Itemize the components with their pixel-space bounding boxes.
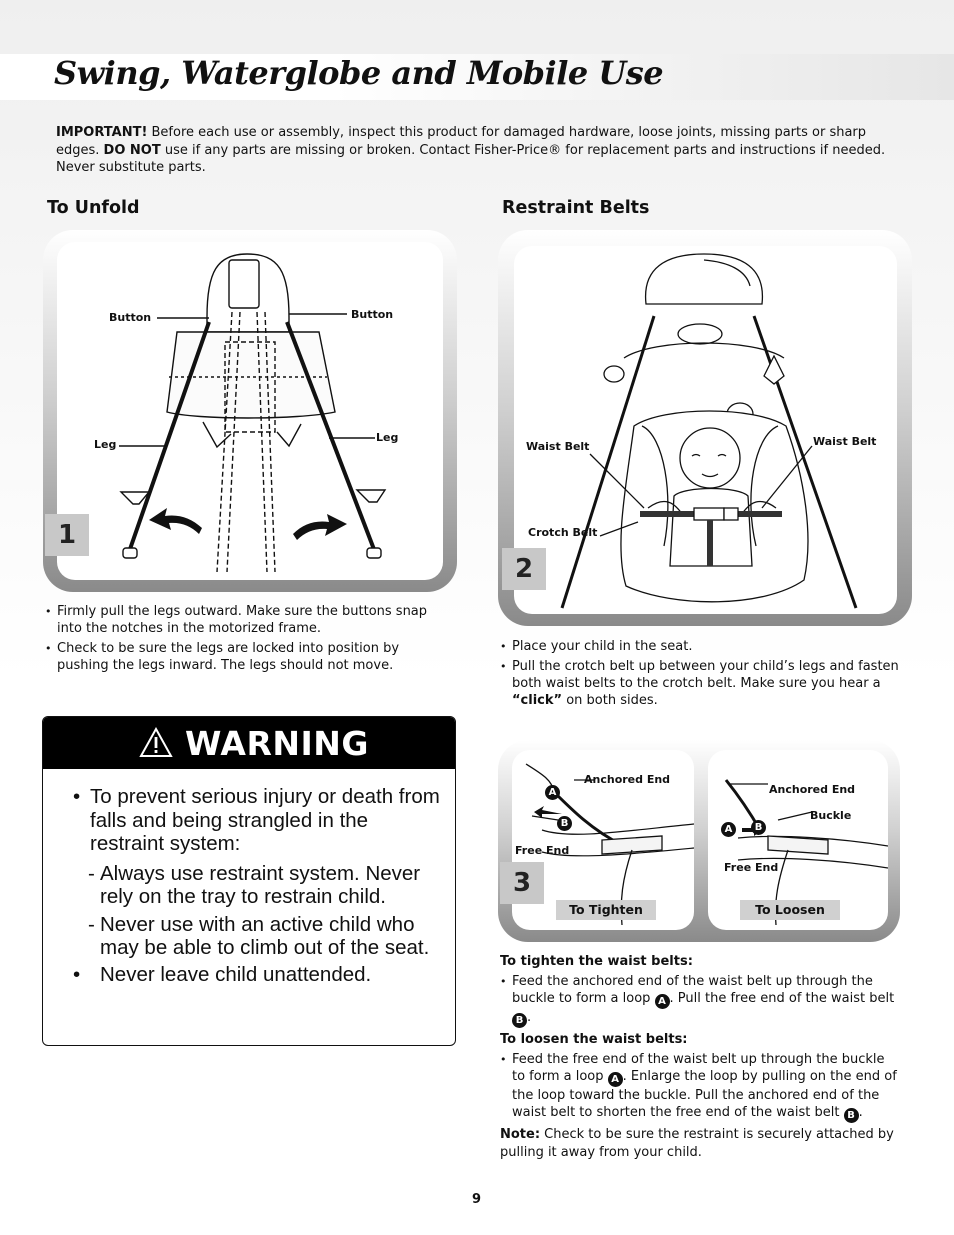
loosen-text-a: Feed the free end of the waist belt up through the buckle to form a loop [512,1052,885,1085]
label-anchored-end-right: Anchored End [769,783,856,796]
tighten-bullet [500,973,900,1028]
do-not-label: DO NOT [103,142,161,158]
restraint-bullet-2 [500,658,900,709]
swing-frame-illustration [57,242,443,580]
warning-last-text: Never leave child unattended. [100,962,372,986]
important-text-2: use if any parts are missing or broken. Contact Fisher-Price® for replacement parts and instructions if needed. Never substitute parts. [56,142,886,175]
warning-sub-2-text: Never use with an active child who may be able to climb out of the seat. [100,912,430,959]
warning-sub-1-text: Always use restraint system. Never rely on the tray to restrain child. [100,861,421,908]
restraint-figure-panel [498,230,912,626]
belt-adjust-figure-panel [498,740,900,942]
loosen-text-b: . Enlarge the loop by pulling on the end of the loop toward the buckle. Pull the anchored end of the waist belt to shorten the free end of the waist belt [512,1069,897,1121]
note-text: Check to be sure the restraint is securely attached by pulling it away from your child. [500,1127,894,1160]
label-anchored-end-left: Anchored End [584,773,671,786]
loosen-text-c: . [858,1105,863,1121]
loosen-heading: To loosen the waist belts: [500,1032,688,1048]
loosen-bullets [500,1051,900,1123]
click-emphasis: “click” [512,693,563,708]
restraint-bullet-2-text-b: on both sides. [562,693,658,708]
step-number-2: 2 [502,548,546,590]
tighten-text-c: . [527,1010,532,1026]
step-number-1: 1 [45,514,89,556]
warning-title: WARNING [185,724,369,763]
note-lead: Note: [500,1127,541,1143]
unfold-bullet-2: • Check to be sure the legs are locked into position by pushing the legs inward. The legs should not move. [45,640,445,674]
step-number-3: 3 [500,862,544,904]
marker-b-left: B [557,816,572,831]
unfold-heading: To Unfold [47,198,140,218]
tighten-text-a: Feed the anchored end of the waist belt up through the buckle to form a loop [512,974,873,1007]
label-free-end-right: Free End [724,861,779,874]
loosen-illustration-area [708,750,888,930]
page-number: 9 [472,1192,482,1207]
label-buckle: Buckle [810,809,852,822]
unfold-figure-panel [43,230,457,592]
restraint-heading: Restraint Belts [502,198,650,218]
warning-item-last: • Never leave child unattended. [73,962,372,986]
loosen-bullet [500,1051,900,1123]
warning-triangle-icon [139,727,173,758]
restraint-illustration-area [514,246,897,614]
tighten-heading: To tighten the waist belts: [500,954,693,969]
marker-a-inline-2: A [608,1072,623,1087]
warning-body [73,785,443,986]
restraint-bullets [500,638,900,712]
page-title: Swing, Waterglobe and Mobile Use [54,54,664,92]
label-waist-belt-left: Waist Belt [526,440,590,453]
restraint-bullet-1: • Place your child in the seat. [500,638,900,655]
marker-b-inline-2: B [844,1108,859,1123]
tag-to-tighten: To Tighten [556,900,656,920]
marker-a-inline-1: A [655,994,670,1009]
tag-to-loosen: To Loosen [740,900,840,920]
warning-sub-2: - Never use with an active child who may be able to climb out of the seat. [88,912,430,959]
label-free-end-left: Free End [515,844,570,857]
important-text-1: Before each use or assembly, inspect this product for damaged hardware, loose joints, missing parts or sharp edges. [56,125,867,158]
warning-box [42,716,456,1046]
marker-b-right: B [751,820,766,835]
marker-a-right: A [721,822,736,837]
note-paragraph [500,1126,900,1160]
warning-header [43,717,455,769]
label-button-right: Button [351,308,394,321]
warning-item-main: • To prevent serious injury or death from falls and being strangled in the restraint system: [73,785,440,855]
unfold-illustration-area [57,242,443,580]
warning-main-text: To prevent serious injury or death from falls and being strangled in the restraint system: [90,785,440,855]
important-lead: IMPORTANT! [56,125,148,140]
label-button-left: Button [109,311,152,324]
unfold-bullets [45,603,445,677]
belt-instructions [500,953,900,1161]
warning-sub-1: - Always use restraint system. Never rely on the tray to restrain child. [88,861,421,908]
label-leg-right: Leg [376,431,399,444]
tighten-bullets [500,973,900,1028]
marker-b-inline-1: B [512,1013,527,1028]
baby-in-swing-illustration [514,246,897,614]
marker-a-left: A [545,785,560,800]
label-leg-left: Leg [94,438,117,451]
important-notice [56,124,886,177]
label-waist-belt-right: Waist Belt [813,435,877,448]
tighten-text-b: . Pull the free end of the waist belt [669,991,895,1007]
label-crotch-belt: Crotch Belt [528,526,598,539]
unfold-bullet-1: • Firmly pull the legs outward. Make sure the buttons snap into the notches in the motorized frame. [45,603,445,637]
restraint-bullet-2-text-a: Pull the crotch belt up between your child’s legs and fasten both waist belts to the crotch belt. Make sure you hear a [512,659,899,691]
